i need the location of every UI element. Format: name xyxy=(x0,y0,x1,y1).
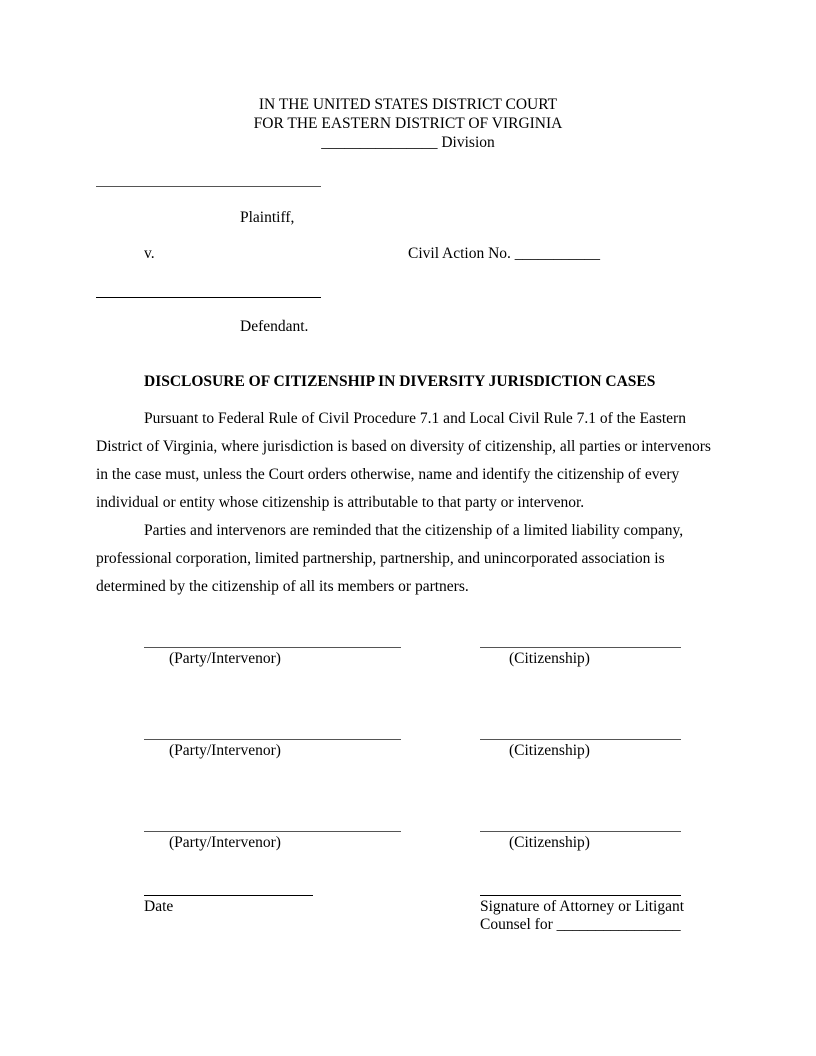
division-blank[interactable]: _______________ xyxy=(321,134,438,151)
party-intervenor-label-2: (Party/Intervenor) xyxy=(169,742,281,759)
civil-action-blank[interactable]: ___________ xyxy=(514,245,601,262)
body-paragraph-2: Parties and intervenors are reminded that the citizenship of a limited liability company, professional corporation, limited partnership, partnership, and unincorporated association is determined by the citizenship of all its members or partners. xyxy=(96,522,684,595)
document-title: DISCLOSURE OF CITIZENSHIP IN DIVERSITY JURISDICTION CASES xyxy=(144,373,656,390)
counsel-for-label: Counsel for xyxy=(480,916,553,933)
citizenship-label-3: (Citizenship) xyxy=(509,834,590,851)
party-intervenor-label-1: (Party/Intervenor) xyxy=(169,650,281,667)
plaintiff-name-line[interactable] xyxy=(96,186,321,187)
division-line xyxy=(0,134,816,152)
defendant-name-line[interactable] xyxy=(96,297,321,298)
body-paragraph-1: Pursuant to Federal Rule of Civil Procedure 7.1 and Local Civil Rule 7.1 of the Eastern District of Virginia, where jurisdiction is based on diversity of citizenship, all parties or intervenors in the case must, unless the Court orders otherwise, name and identify the citizenship of every individual or entity whose citizenship is attributable to that party or intervenor. xyxy=(96,410,711,511)
signature-line[interactable] xyxy=(480,895,681,896)
party-intervenor-label-3: (Party/Intervenor) xyxy=(169,834,281,851)
date-line[interactable] xyxy=(144,895,313,896)
party-intervenor-line-1[interactable] xyxy=(144,647,401,648)
citizenship-label-2: (Citizenship) xyxy=(509,742,590,759)
counsel-for-line xyxy=(480,916,681,934)
counsel-for-blank[interactable]: ________________ xyxy=(556,916,681,933)
party-intervenor-line-2[interactable] xyxy=(144,739,401,740)
citizenship-line-2[interactable] xyxy=(480,739,681,740)
signature-label: Signature of Attorney or Litigant xyxy=(480,898,685,915)
party-intervenor-line-3[interactable] xyxy=(144,831,401,832)
date-label: Date xyxy=(144,898,174,915)
citizenship-line-1[interactable] xyxy=(480,647,681,648)
citizenship-label-1: (Citizenship) xyxy=(509,650,590,667)
versus-label: v. xyxy=(144,245,155,262)
plaintiff-label: Plaintiff, xyxy=(240,209,295,226)
civil-action-number xyxy=(408,245,600,263)
civil-action-label: Civil Action No. xyxy=(408,245,511,262)
court-name-line-2: FOR THE EASTERN DISTRICT OF VIRGINIA xyxy=(253,115,563,132)
division-label: Division xyxy=(441,134,495,151)
defendant-label: Defendant. xyxy=(240,318,309,335)
citizenship-line-3[interactable] xyxy=(480,831,681,832)
court-name-line-1: IN THE UNITED STATES DISTRICT COURT xyxy=(258,96,558,113)
